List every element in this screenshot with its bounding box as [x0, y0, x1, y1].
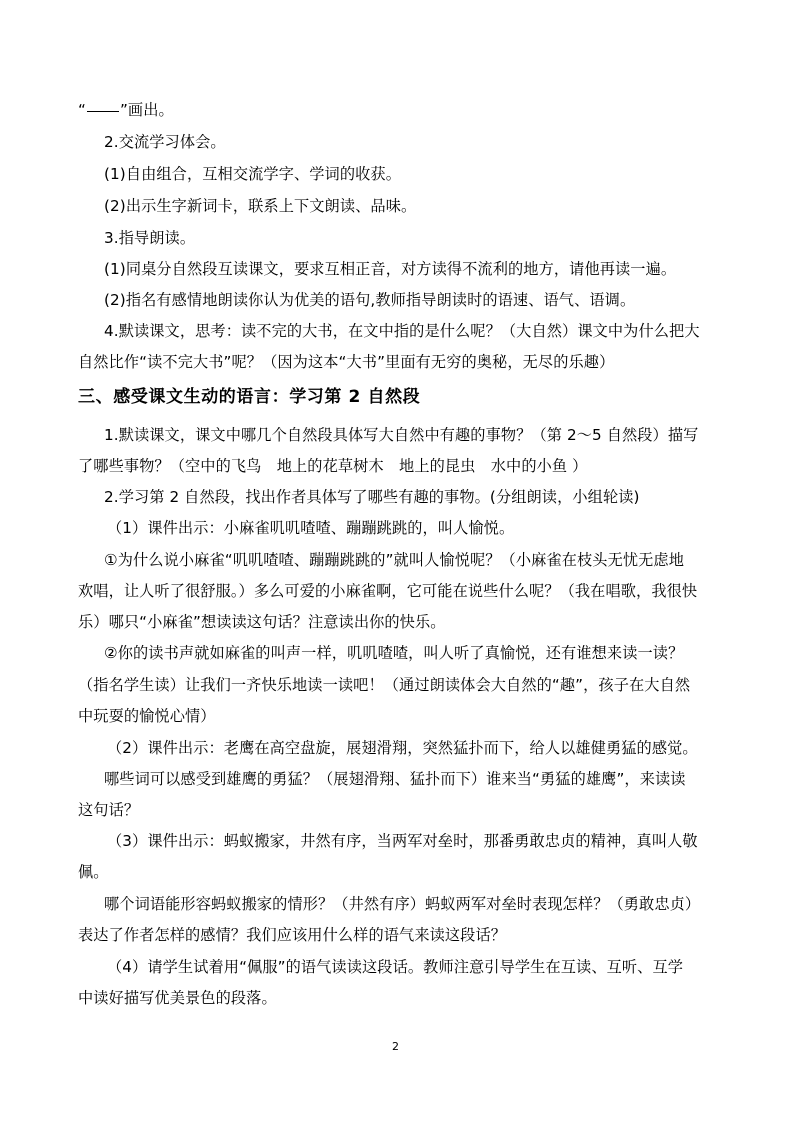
text-line: 乐）哪只“小麻雀”想读读这句话？注意读出你的快乐。 — [78, 613, 446, 631]
text-line: “ ”画出。 — [78, 101, 174, 119]
text-line: 1.默读课文，课文中哪几个自然段具体写大自然中有趣的事物？（第 2～5 自然段）描写 — [104, 426, 699, 444]
text-line: (1)自由组合，互相交流学字、学词的收获。 — [104, 165, 401, 183]
text-line: 中玩耍的愉悦心情） — [78, 707, 216, 725]
text-line: 2.学习第 2 自然段，找出作者具体写了哪些有趣的事物。(分组朗读，小组轮读) — [104, 488, 640, 506]
text-line: 2.交流学习体会。 — [104, 133, 226, 151]
text-line: ①为什么说小麻雀“叽叽喳喳、蹦蹦跳跳的”就叫人愉悦呢？（小麻雀在枝头无忧无虑地 — [104, 551, 685, 569]
text-line: (2)出示生字新词卡，联系上下文朗读、品味。 — [104, 197, 417, 215]
section-heading: 三、感受课文生动的语言：学习第 2 自然段 — [78, 387, 421, 407]
text-line: (1)同桌分自然段互读课文，要求互相正音，对方读得不流利的地方，请他再读一遍。 — [104, 260, 677, 278]
text-line: 4.默读课文，思考：读不完的大书，在文中指的是什么呢？（大自然）课文中为什么把大 — [104, 322, 700, 340]
page-number: 2 — [392, 1040, 399, 1053]
text-line: 表达了作者怎样的感情？我们应该用什么样的语气来读这段话？ — [78, 926, 507, 944]
text-line: （1）课件出示：小麻雀叽叽喳喳、蹦蹦跳跳的，叫人愉悦。 — [107, 519, 515, 537]
fill-in-blank — [87, 110, 119, 112]
text-line: （3）课件出示：蚂蚁搬家，井然有序，当两军对垒时，那番勇敢忠贞的精神，真叫人敬 — [107, 832, 698, 850]
text-line: (2)指名有感情地朗读你认为优美的语句,教师指导朗读时的语速、语气、语调。 — [104, 291, 636, 309]
text-line: （指名学生读）让我们一齐快乐地读一读吧！（通过朗读体会大自然的“趣”，孩子在大自然 — [78, 676, 691, 694]
text-line: 哪个词语能形容蚂蚁搬家的情形？（井然有序）蚂蚁两军对垒时表现怎样？（勇敢忠贞） — [104, 895, 701, 913]
text-line: 自然比作“读不完大书”呢？（因为这本“大书”里面有无穷的奥秘，无尽的乐趣） — [78, 353, 615, 371]
text-line: 欢唱，让人听了很舒服。）多么可爱的小麻雀啊，它可能在说些什么呢？（我在唱歌，我很快 — [78, 582, 698, 600]
text-line: 中读好描写优美景色的段落。 — [78, 989, 277, 1007]
text-line: 这句话？ — [78, 801, 140, 819]
text-line: （2）课件出示：老鹰在高空盘旋，展翅滑翔，突然猛扑而下，给人以雄健勇猛的感觉。 — [107, 739, 698, 757]
text-line: 佩。 — [78, 863, 109, 881]
text-line: 3.指导朗读。 — [104, 229, 196, 247]
text-line: （4）请学生试着用“佩服”的语气读读这段话。教师注意引导学生在互读、互听、互学 — [107, 958, 684, 976]
text-line: 了哪些事物？（空中的飞鸟 地上的花草树木 地上的昆虫 水中的小鱼 ） — [78, 457, 588, 475]
text-line: ②你的读书声就如麻雀的叫声一样，叽叽喳喳，叫人听了真愉悦，还有谁想来读一读？ — [104, 644, 684, 662]
text-line: 哪些词可以感受到雄鹰的勇猛？（展翅滑翔、猛扑而下）谁来当“勇猛的雄鹰”，来读读 — [104, 770, 686, 788]
